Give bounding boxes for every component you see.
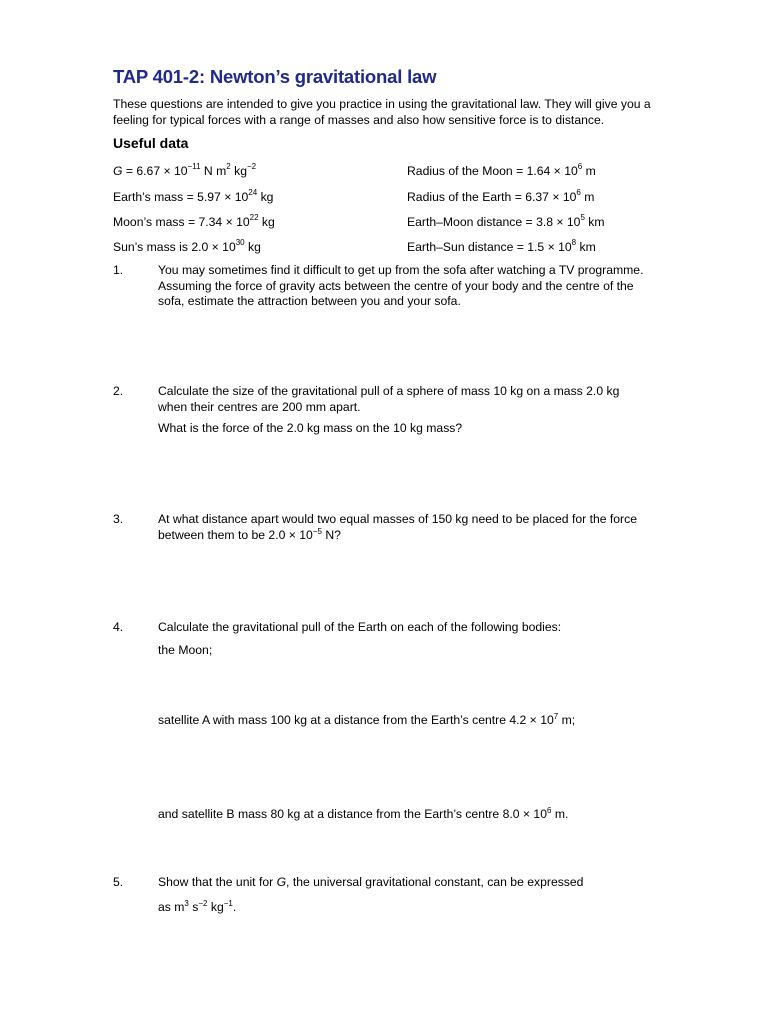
- data-earth-moon-distance: Earth–Moon distance = $3.8 \times 10^5$ km: [407, 212, 605, 229]
- question-3-number: 3.: [113, 512, 124, 526]
- question-2-text: Calculate the size of the gravitational pull of a sphere of mass 10 kg on a mass 2.0 kg when their centres are 200 mm apart.: [158, 384, 620, 414]
- question-1-number: 1.: [113, 263, 124, 277]
- question-4-number: 4.: [113, 620, 124, 634]
- data-moon-mass: Moon’s mass = $7.34 \times 10^{22}$ kg: [113, 212, 275, 229]
- question-4-text: Calculate the gravitational pull of the Earth on each of the following bodies:: [158, 620, 562, 634]
- question-1-text: You may sometimes find it difficult to get up from the sofa after watching a TV programme. Assuming the force of gravity acts between the centre of your body and the centre of the sofa, estimate the attraction between you and your sofa.: [158, 263, 644, 308]
- data-gravitational-constant: $G = 6.67 \times 10^{-11}$ N $m^2$ $kg^{-2}$: [113, 161, 257, 178]
- question-4-moon: the Moon;: [158, 643, 213, 657]
- question-2-followup: What is the force of the 2.0 kg mass on the 10 kg mass?: [158, 421, 463, 435]
- question-5-text: Show that the unit for G, the universal gravitational constant, can be expressed: [158, 875, 584, 889]
- data-earth-sun-distance: Earth–Sun distance = $1.5 \times 10^8$ km: [407, 237, 596, 254]
- data-earth-radius: Radius of the Earth = $6.37 \times 10^6$ m: [407, 187, 595, 204]
- data-earth-mass: Earth’s mass = $5.97 \times 10^{24}$ kg: [113, 187, 274, 204]
- data-sun-mass: Sun’s mass is $2.0 \times 10^{30}$ kg: [113, 237, 261, 254]
- question-5-number: 5.: [113, 875, 124, 889]
- question-3-text: At what distance apart would two equal masses of 150 kg need to be placed for the force between them to be $2.0 \times 10^{-5}$ N?: [158, 512, 637, 542]
- question-4-satellite-a: satellite A with mass 100 kg at a distance from the Earth’s centre $4.2 \times 10^7$ m;: [158, 711, 576, 727]
- question-2-number: 2.: [113, 384, 124, 398]
- question-4-satellite-b: and satellite B mass 80 kg at a distance from the Earth’s centre $8.0 \times 10^6$ m.: [158, 805, 569, 821]
- page-title: TAP 401-2: Newton’s gravitational law: [113, 66, 437, 87]
- question-5-unit-line: as $m^3$ $s^{-2}$ $kg^{-1}$.: [158, 898, 237, 914]
- useful-data-heading: Useful data: [113, 135, 189, 151]
- intro-paragraph: These questions are intended to give you practice in using the gravitational law. They will give you a feeling for typical forces with a range of masses and also how sensitive force is to distance.: [113, 97, 651, 127]
- data-moon-radius: Radius of the Moon = $1.64 \times 10^6$ m: [407, 161, 596, 178]
